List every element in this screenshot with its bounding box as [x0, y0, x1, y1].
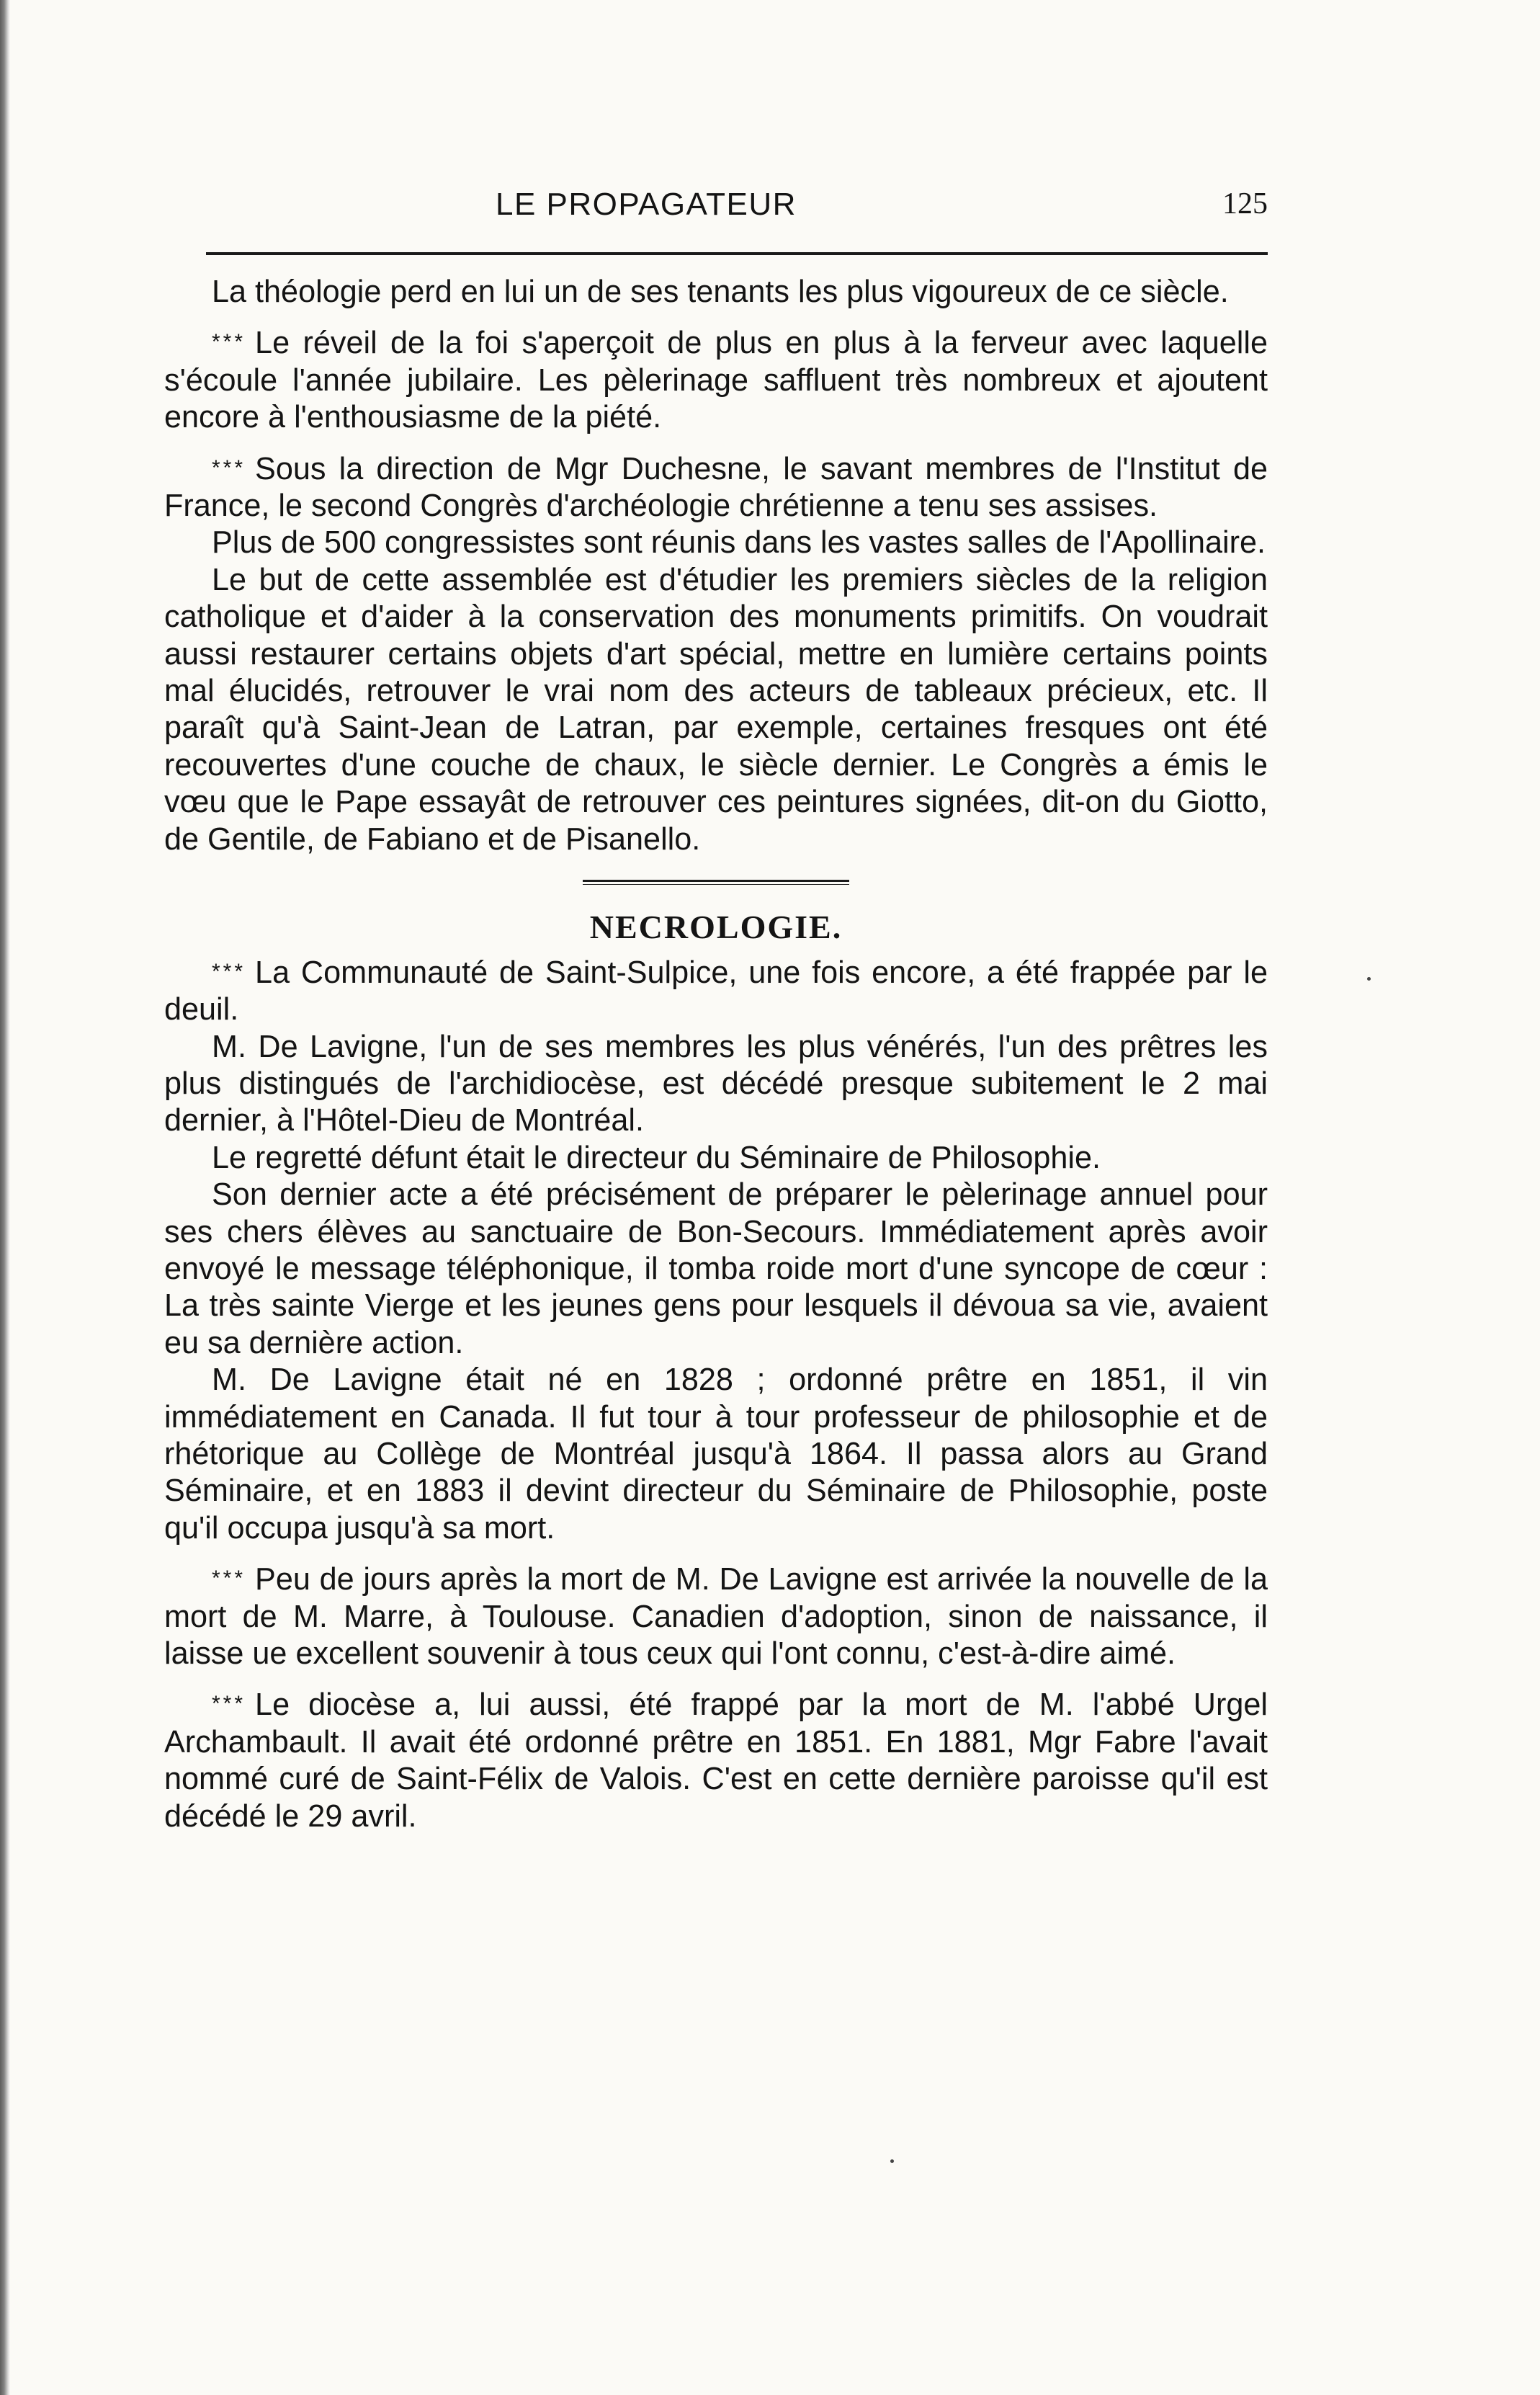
necrologie-section	[164, 953, 1268, 1835]
paragraph: * * * Sous la direction de Mgr Duchesne, le savant membres de l'Institut de France, le second Congrès d'archéologie chrétienne a tenu ses assises.	[164, 451, 1268, 524]
paragraph: Le but de cette assemblée est d'étudier les premiers siècles de la religion catholique et d'aider à la conservation des monuments primitifs. On voudrait aussi restaurer certains objets d'art spécial, mettre en lumière certains points mal élucidés, retrouver le vrai nom des acteurs de tableaux précieux, etc. Il paraît qu'à Saint-Jean de Latran, par exemple, certaines fresques ont été recouvertes d'une couche de chaux, le siècle dernier. Le Congrès a émis le vœu que le Pape essayât de retrouver ces peintures signées, dit-on du Giotto, de Gentile, de Fabiano et de Pisanello.	[164, 562, 1268, 857]
asterism-icon: * * *	[212, 330, 243, 354]
asterism-icon: * * *	[212, 455, 243, 480]
paragraph: Plus de 500 congressistes sont réunis dans les vastes salles de l'Apollinaire.	[212, 525, 1266, 561]
section-divider	[583, 880, 849, 885]
page-header	[164, 187, 1268, 238]
paragraph: La théologie perd en lui un de ses tenants les plus vigoureux de ce siècle.	[212, 275, 1229, 309]
paragraph: * * * Le diocèse a, lui aussi, été frappé par la mort de M. l'abbé Urgel Archambault. Il avait été ordonné prêtre en 1851. En 1881, Mgr Fabre l'avait nommé curé de Saint-Félix de Valois. C'est en cette dernière paroisse qu'il est décédé le 29 avril.	[164, 1687, 1268, 1834]
header-rule	[206, 252, 1268, 255]
page-speck	[1367, 977, 1371, 981]
paragraph: * * * Le réveil de la foi s'aperçoit de plus en plus à la ferveur avec laquelle s'écoule l'année jubilaire. Les pèlerinage saffluent très nombreux et ajoutent encore à l'enthousiasme de la piété.	[164, 326, 1268, 435]
asterism-icon: * * *	[212, 1566, 243, 1591]
page-speck	[890, 2159, 894, 2163]
page-number: 125	[1222, 187, 1268, 220]
article-body	[164, 274, 1268, 1835]
asterism-icon: * * *	[212, 959, 243, 984]
paragraph: Le regretté défunt était le directeur du Séminaire de Philosophie.	[212, 1140, 1101, 1175]
book-spine-shadow	[0, 0, 10, 2395]
asterism-icon: * * *	[212, 1692, 243, 1716]
paragraph: Son dernier acte a été précisément de préparer le pèlerinage annuel pour ses chers élèves au sanctuaire de Bon-Secours. Immédiatement après avoir envoyé le message téléphonique, il tomba roide mort d'une syncope de cœur : La très sainte Vierge et les jeunes gens pour lesquels il dévoua sa vie, avaient eu sa dernière action.	[164, 1177, 1268, 1360]
section-title: NECROLOGIE.	[589, 909, 843, 946]
running-title: LE PROPAGATEUR	[496, 187, 797, 222]
paragraph: * * * La Communauté de Saint-Sulpice, une fois encore, a été frappée par le deuil.	[164, 955, 1268, 1027]
paragraph: * * * Peu de jours après la mort de M. De Lavigne est arrivée la nouvelle de la mort de M. Marre, à Toulouse. Canadien d'adoption, sinon de naissance, il laisse ue excellent souvenir à tous ceux qui l'ont connu, c'est-à-dire aimé.	[164, 1562, 1268, 1671]
page	[164, 187, 1268, 1835]
paragraph: M. De Lavigne était né en 1828 ; ordonné prêtre en 1851, il vin immédiatement en Canada. Il fut tour à tour professeur de philosophie et de rhétorique au Collège de Montréal jusqu'à 1864. Il passa alors au Grand Séminaire, et en 1883 il devint directeur du Séminaire de Philosophie, poste qu'il occupa jusqu'à sa mort.	[164, 1362, 1268, 1546]
paragraph: M. De Lavigne, l'un de ses membres les plus vénérés, l'un des prêtres les plus distingués de l'archidiocèse, est décédé presque subitement le 2 mai dernier, à l'Hôtel-Dieu de Montréal.	[164, 1029, 1268, 1138]
intro-section	[164, 274, 1268, 858]
